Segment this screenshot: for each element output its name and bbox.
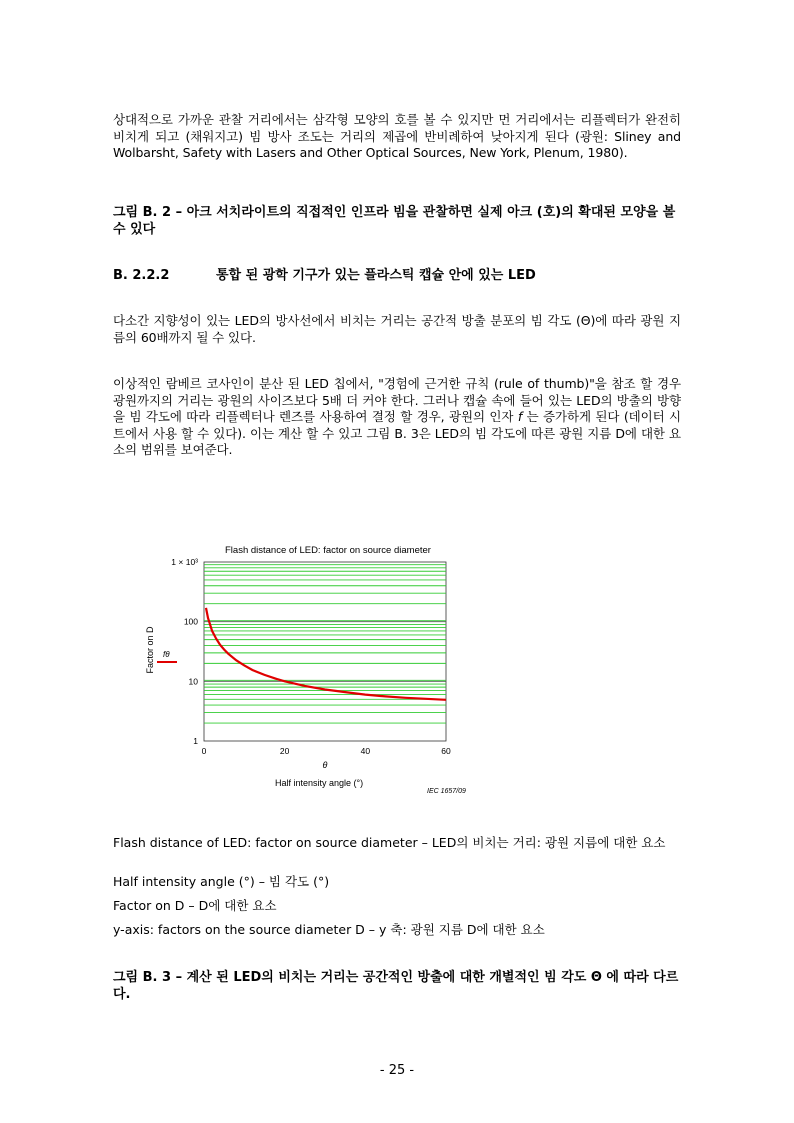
legend-label: fθ: [163, 650, 170, 659]
chart-svg: [130, 535, 490, 805]
x-axis-symbol: θ: [322, 760, 328, 770]
y-tick-label: 1 × 10³: [171, 557, 198, 567]
x-axis-label: Half intensity angle (°): [275, 778, 364, 788]
x-tick-label: 20: [279, 746, 290, 756]
legend-flash-distance: Flash distance of LED: factor on source diameter – LED의 비치는 거리: 광원 지름에 대한 요소: [113, 835, 666, 850]
chart-title: Flash distance of LED: factor on source diameter: [225, 545, 431, 556]
paragraph-lambert-rule: [113, 376, 681, 459]
grid-layer: [204, 565, 446, 723]
page-number: - 25 -: [379, 1063, 415, 1078]
figure-caption-b2: 그림 B. 2 – 아크 서치라이트의 직접적인 인프라 빔을 관찰하면 실제 아크 (호)의 확대된 모양을 볼 수 있다: [113, 205, 676, 237]
legend-y-axis: y-axis: factors on the source diameter D – y 축: 광원 지름 D에 대한 요소: [113, 922, 545, 937]
paragraph-arc-observation: 상대적으로 가까운 관찰 거리에서는 삼각형 모양의 호를 볼 수 있지만 먼 거리에서는 리플렉터가 완전히 비치게 되고 (채워지고) 빔 방사 조도는 거리의 제곱에 반비례하여 낮아지게 된다 (광원: Sliney and Wolbarsht, Safety with Lasers and Other Optical Sources, New York, Plenum, 1980).: [113, 112, 681, 160]
x-tick-label: 40: [360, 746, 371, 756]
section-title: 통합 된 광학 기구가 있는 플라스틱 캡슐 안에 있는 LED: [216, 268, 536, 283]
y-axis-label: Factor on D: [145, 626, 155, 674]
tick-layer: [171, 557, 451, 756]
paragraph-lambert-text-a: 이상적인 람베르 코사인이 분산 된 LED 칩에서, "경험에 근거한 규칙 (rule of thumb)"을 참조 할 경우 광원까지의 거리는 광원의 사이즈보다 5배 더 커야 한다. 그러나 캡슐 속에 들어 있는 LED의 방출의 방향을 빔 각도에 따라 리플렉터나 렌즈를 사용하여 결정 할 경우, 광원의 인자: [113, 376, 681, 424]
iec-watermark: IEC 1657/09: [427, 788, 466, 795]
x-tick-label: 0: [201, 746, 207, 756]
section-number: B. 2.2.2: [113, 268, 170, 283]
figure-caption-b3: 그림 B. 3 – 계산 된 LED의 비치는 거리는 공간적인 방출에 대한 개별적인 빔 각도 Θ 에 따라 다르다.: [113, 970, 679, 1002]
factor-f-symbol: f: [517, 409, 523, 424]
flash-distance-chart: [130, 535, 490, 805]
paragraph-led-directional: 다소간 지향성이 있는 LED의 방사선에서 비치는 거리는 공간적 방출 분포의 빔 각도 (Θ)에 따라 광원 지름의 60배까지 될 수 있다.: [113, 313, 681, 345]
plot-frame: [204, 562, 446, 741]
section-heading: [113, 264, 683, 283]
legend-half-intensity: Half intensity angle (°) – 빔 각도 (°): [113, 874, 330, 889]
y-tick-label: 100: [183, 616, 198, 627]
legend-factor-on-d: Factor on D – D에 대한 요소: [113, 898, 277, 913]
y-tick-label: 1: [193, 736, 198, 746]
x-tick-label: 60: [441, 746, 451, 756]
paragraph-lambert-text-b: 는 증가하게 된다 (데이터 시트에서 사용 할 수 있다). 이는 계산 할 수 있고 그림 B. 3은 LED의 빔 각도에 따른 광원 지름 D에 대한 요소의 범위를 보여준다.: [113, 409, 681, 457]
y-tick-label: 10: [188, 676, 198, 687]
